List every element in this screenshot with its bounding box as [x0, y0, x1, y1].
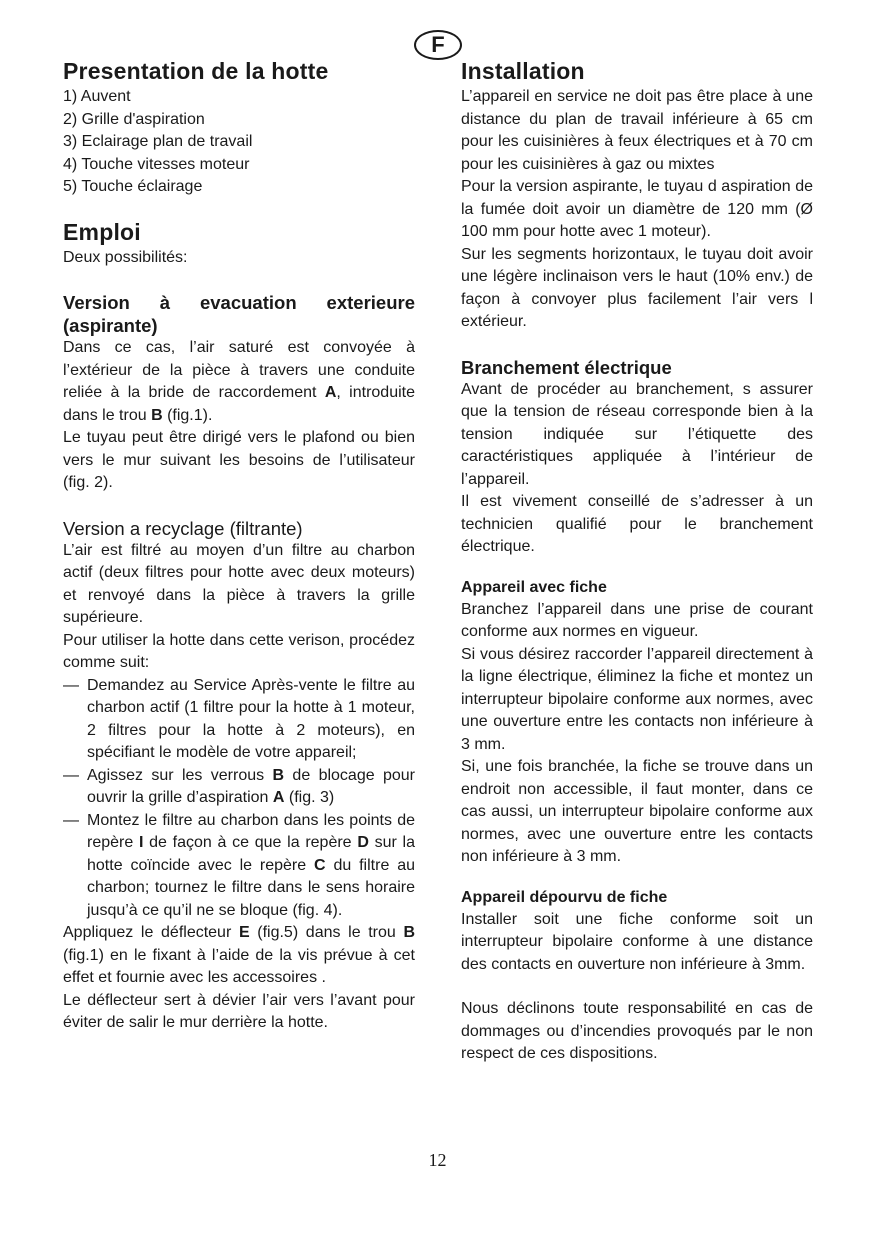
list-item: — Montez le filtre au charbon dans les points de repère I de façon à ce que la repère D sur la hotte coïncide avec le repère C du filtre au charbon; tournez le filtre dans le sens horaire jusqu’à ce qu’il ne se bloque (fig. 4).	[63, 810, 415, 923]
evacuation-paragraph-2: Le tuyau peut être dirigé vers le plafond ou bien vers le mur suivant les besoins de l’utilisateur (fig. 2).	[63, 429, 415, 491]
branchement-title: Branchement électrique	[461, 356, 672, 378]
installation-paragraph: L’appareil en service ne doit pas être place à une distance du plan de travail inférieure à 65 cm pour les cuisinières à feux électriques et à 70 cm pour les cuisinières à gaz ou mixtes	[461, 88, 813, 173]
deflecteur-paragraph-2: Le déflecteur sert à dévier l’air vers l’avant pour éviter de salir le mur derrière la hotte.	[63, 991, 415, 1031]
emploi-title: Emploi	[63, 218, 141, 245]
parts-list	[63, 86, 415, 199]
recyclage-paragraph-2: Pour utiliser la hotte dans cette verison, procédez comme suit:	[63, 631, 415, 671]
responsabilite-paragraph: Nous déclinons toute responsabilité en cas de dommages ou d’incendies provoqués par le non respect de ces dispositions.	[461, 1000, 813, 1062]
list-item: 2) Grille d'aspiration	[63, 110, 205, 128]
deflecteur-paragraph: Appliquez le déflecteur E (fig.5) dans le trou B (fig.1) en le fixant à l’aide de la vis prévue à cet effet et fournie avec les accessoires .	[63, 924, 416, 986]
fiche-paragraph-3: Si, une fois branchée, la fiche se trouve dans un endroit non accessible, il faut monter, dans ce cas aussi, un interrupteur bipolaire conforme aux normes, avec une ouverture entre les contacts non inférieure à 3 mm.	[461, 758, 813, 865]
list-item: 4) Touche vitesses moteur	[63, 155, 250, 173]
sans-fiche-title: Appareil dépourvu de fiche	[461, 888, 668, 906]
fiche-paragraph-2: Si vous désirez raccorder l’appareil directement à la ligne électrique, éliminez la fiche et montez un interrupteur bipolaire conforme aux normes, avec une ouverture entre les contacts non inférieure à 3 mm.	[461, 645, 813, 753]
list-item: 3) Eclairage plan de travail	[63, 133, 253, 150]
list-item: — Agissez sur les verrous B de blocage pour ouvrir la grille d’aspiration A (fig. 3)	[63, 765, 415, 810]
recyclage-paragraph: L’air est filtré au moyen d’un filtre au charbon actif (deux filtres pour hotte avec deux moteurs) et renvoyé dans la pièce à travers la grille supérieure.	[63, 541, 415, 626]
steps-list	[63, 675, 415, 923]
right-column	[461, 56, 813, 1066]
evacuation-title: Version à evacuation exterieure (aspirante)	[63, 292, 415, 336]
branchement-paragraph: Avant de procéder au branchement, s assurer que la tension de réseau corresponde bien à la tension indiquée sur l’étiquette des caractéristiques appliquée à l’intérieur de l’appareil.	[461, 380, 813, 488]
list-item: 1) Auvent	[63, 88, 131, 105]
list-item: 5) Touche éclairage	[63, 178, 203, 195]
installation-paragraph-3: Sur les segments horizontaux, le tuyau doit avoir une légère inclinaison vers le haut (10% env.) de façon à convoyer plus facilement l’air vers l extérieur.	[461, 245, 813, 330]
presentation-title: Presentation de la hotte	[63, 58, 329, 84]
fiche-paragraph: Branchez l’appareil dans une prise de courant conforme aux normes en vigueur.	[461, 600, 813, 640]
fiche-title: Appareil avec fiche	[461, 578, 607, 596]
page-number: 12	[428, 1150, 447, 1170]
language-badge: F	[414, 30, 462, 60]
left-column	[63, 56, 415, 1035]
recyclage-title: Version a recyclage (filtrante)	[63, 517, 303, 539]
list-item: — Demandez au Service Après-vente le filtre au charbon actif (1 filtre pour la hotte à 1 moteur, 2 filtres pour la hotte à 2 moteurs), en spécifiant le modèle de votre appareil;	[63, 675, 415, 765]
emploi-intro: Deux possibilités:	[63, 248, 188, 266]
installation-title: Installation	[461, 58, 585, 84]
evacuation-paragraph: Dans ce cas, l’air saturé est convoyée à l’extérieur de la pièce à travers une conduite reliée à la bride de raccordement A, introduite dans le trou B (fig.1).	[63, 339, 415, 424]
branchement-paragraph-2: Il est vivement conseillé de s’adresser à un technicien qualifié pour le branchement électrique.	[461, 493, 813, 555]
sans-fiche-paragraph: Installer soit une fiche conforme soit un interrupteur bipolaire conforme à une distance des contacts en ouverture non inférieure à 3mm.	[461, 910, 813, 973]
installation-paragraph-2: Pour la version aspirante, le tuyau d aspiration de la fumée doit avoir un diamètre de 120 mm (Ø 100 mm pour hotte avec 1 moteur).	[461, 178, 813, 240]
